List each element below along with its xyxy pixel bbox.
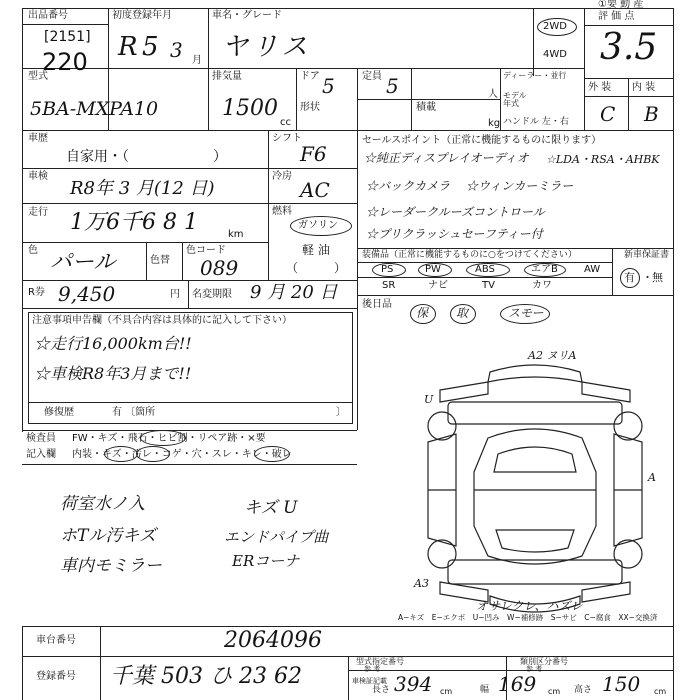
equip-sr: SR bbox=[382, 280, 396, 291]
person-unit: 人 bbox=[488, 89, 498, 100]
color-code-label: 色コード bbox=[186, 245, 226, 256]
divider bbox=[22, 203, 357, 204]
divider bbox=[296, 68, 297, 130]
divider bbox=[182, 242, 183, 280]
cooler-value: AC bbox=[300, 178, 330, 202]
equip-tv: TV bbox=[482, 280, 495, 291]
hand-note: ERコーナ bbox=[232, 552, 300, 570]
repair-close: 〕 bbox=[336, 407, 346, 418]
length-value: 394 bbox=[394, 672, 433, 696]
circle-mark bbox=[140, 430, 186, 446]
warranty-yes: 有 bbox=[624, 271, 635, 284]
height-unit: cm bbox=[654, 687, 667, 696]
diagram-mark-right: A bbox=[648, 471, 656, 484]
circle-mark bbox=[104, 446, 138, 462]
frame-left bbox=[22, 8, 23, 432]
model-name: ヤリス bbox=[222, 32, 312, 62]
divider bbox=[612, 248, 613, 295]
height-label: 高さ bbox=[574, 685, 593, 695]
model-label: 車名・グレード bbox=[212, 10, 282, 21]
recorder-row: 内装・キズ・汚レ・コゲ・穴・スレ・キレ・破レ bbox=[72, 449, 292, 460]
diagram-mark-left: U bbox=[424, 393, 434, 406]
width-value: 169 bbox=[498, 672, 537, 696]
hand-note: 車内モミラー bbox=[60, 556, 162, 576]
sales-item: ☆レーダークルーズコントロール bbox=[366, 205, 545, 219]
plate-label: 登録番号 bbox=[36, 671, 76, 682]
hand-note: ホTル汚キズ bbox=[60, 526, 156, 546]
mileage-value: 1万6千6 8 1 bbox=[70, 210, 198, 235]
damage-legend: A−キズ E−エクボ U−凹み W−補修跡 S−サビ C−腐食 XX−交換済 bbox=[398, 613, 658, 622]
drive-4wd: 4WD bbox=[543, 49, 567, 60]
shape-label: 形状 bbox=[300, 102, 320, 113]
door-value: 5 bbox=[322, 74, 335, 98]
history-label: 車歴 bbox=[28, 133, 48, 144]
hand-note: 荷室水ノ入 bbox=[60, 494, 145, 514]
type-cert-label: 型式指定番号 bbox=[356, 657, 404, 666]
recorder-label: 記入欄 bbox=[26, 449, 56, 460]
divider bbox=[22, 130, 674, 131]
equip-ps: PS bbox=[381, 264, 394, 275]
type-cert-sub: 参 考 bbox=[364, 665, 381, 673]
history-value: 自家用・（ ） bbox=[66, 149, 227, 165]
capacity-label: 定員 bbox=[362, 71, 382, 82]
after-item: スモー bbox=[508, 306, 544, 320]
length-label: 長さ bbox=[372, 685, 391, 695]
expire-value: 9 月 20 日 bbox=[250, 282, 338, 303]
divider bbox=[22, 280, 357, 281]
after-item: 取 bbox=[456, 306, 469, 320]
shift-value: F6 bbox=[300, 142, 327, 166]
notes-line1: ☆走行16,000km台!! bbox=[34, 334, 192, 353]
shift-label: シフト bbox=[272, 133, 302, 144]
equip-pw: PW bbox=[425, 264, 441, 275]
equip-label: 装備品（正常に機能するものに○をつけてください） bbox=[362, 250, 577, 260]
disp-label: 排気量 bbox=[212, 71, 242, 82]
lot-number: 220 bbox=[42, 48, 88, 76]
divider bbox=[628, 78, 629, 130]
divider bbox=[22, 464, 357, 465]
divider bbox=[22, 308, 357, 309]
top-right-note: ①要 動 産 bbox=[598, 0, 644, 10]
disp-value: 1500 bbox=[222, 96, 278, 121]
divider bbox=[146, 242, 147, 280]
chassis-label: 車台番号 bbox=[36, 635, 76, 646]
circle-mark bbox=[254, 446, 290, 462]
after-label: 後日品 bbox=[362, 299, 392, 310]
divider bbox=[584, 78, 674, 79]
notes-line2: ☆車検R8年3月まで!! bbox=[34, 364, 192, 383]
plate-value: 千葉 503 ひ 23 62 bbox=[110, 664, 302, 689]
grade-label: 評 価 点 bbox=[598, 11, 635, 22]
type-value: 5BA-MXPA10 bbox=[30, 98, 159, 120]
equip-aw: AW bbox=[584, 264, 601, 275]
kg-unit: kg bbox=[488, 118, 501, 129]
divider bbox=[22, 430, 357, 431]
int-label: 内 装 bbox=[632, 82, 656, 93]
hand-note: キズ U bbox=[244, 498, 298, 518]
repair-label: 修復歴 bbox=[44, 407, 74, 418]
fuel-gas: ガソリン bbox=[298, 220, 338, 231]
inspect-value: R8年 3 月(12 日) bbox=[70, 178, 215, 199]
color-code-value: 089 bbox=[200, 256, 239, 280]
dealer-label: ディーラー・並行 bbox=[503, 71, 567, 80]
int-value: B bbox=[644, 102, 659, 126]
inspect-label: 車検 bbox=[28, 171, 48, 182]
equip-navi: ナビ bbox=[428, 280, 448, 291]
divider bbox=[348, 670, 674, 671]
repair-value: 有 〔箇所 bbox=[112, 407, 156, 418]
circle-mark bbox=[136, 446, 170, 462]
divider bbox=[188, 280, 189, 308]
door-label: ドア bbox=[300, 71, 320, 82]
diagram-mark-bottom-left: A3 bbox=[414, 577, 429, 590]
recycle-label: R券 bbox=[28, 287, 45, 298]
fuel-label: 燃料 bbox=[272, 206, 292, 217]
divider bbox=[357, 130, 358, 430]
divider bbox=[584, 8, 585, 130]
recycle-yen: 円 bbox=[170, 289, 180, 300]
width-unit: cm bbox=[548, 687, 561, 696]
divider bbox=[584, 96, 674, 97]
divider bbox=[22, 24, 108, 25]
divider bbox=[208, 8, 209, 130]
inspector-row: FW・キズ・飛石・ヒビ割・リペア跡・×要 bbox=[72, 433, 266, 444]
first-reg-era: R bbox=[118, 32, 138, 62]
color-label: 色 bbox=[28, 245, 38, 256]
lot-code: [2151] bbox=[44, 29, 91, 45]
divider bbox=[100, 626, 101, 700]
fuel-diesel: 軽 油 bbox=[302, 243, 330, 257]
sales-label: セールスポイント（正常に機能するものに限ります） bbox=[362, 135, 602, 146]
lot-label: 出品番号 bbox=[28, 10, 68, 21]
color-value: パール bbox=[50, 250, 116, 275]
divider bbox=[357, 277, 612, 278]
divider bbox=[22, 168, 357, 169]
first-reg-year: 5 bbox=[142, 32, 159, 62]
capacity-value: 5 bbox=[386, 74, 399, 98]
sales-item: ☆プリクラッシュセーフティー付 bbox=[366, 227, 543, 241]
car-diagram bbox=[400, 350, 670, 630]
chassis-value: 2064096 bbox=[224, 628, 322, 653]
drive-2wd: 2WD bbox=[543, 21, 567, 32]
fuel-paren: （ ） bbox=[286, 261, 347, 275]
after-item: 保 bbox=[416, 306, 429, 320]
grade-value: 3.5 bbox=[600, 27, 658, 68]
divider bbox=[22, 626, 23, 700]
first-reg-month: 3 bbox=[170, 38, 183, 62]
warranty-dot: ・ bbox=[642, 271, 653, 284]
hand-note: エンドパイプ曲 bbox=[224, 528, 329, 546]
warranty-label: 新車保証書 bbox=[624, 250, 670, 260]
divider bbox=[584, 25, 674, 26]
cooler-label: 冷房 bbox=[272, 171, 292, 182]
first-reg-label: 初度登録年月 bbox=[112, 10, 172, 21]
recycle-value: 9,450 bbox=[58, 282, 116, 306]
divider bbox=[357, 248, 674, 249]
dims-cert-label: 車検証記載 bbox=[352, 677, 387, 685]
divider bbox=[28, 402, 353, 403]
sales-item: ☆ウィンカーミラー bbox=[466, 179, 574, 193]
diagram-mark-top: A2 ヌリA bbox=[528, 349, 577, 362]
load-label: 積載 bbox=[416, 102, 436, 113]
type-label: 型式 bbox=[28, 71, 48, 82]
warranty-no: 無 bbox=[652, 271, 663, 284]
equip-airbag: エアB bbox=[531, 264, 558, 275]
notes-label: 注意事項申告欄（不具合内容は具体的に記入して下さい） bbox=[32, 315, 292, 326]
width-label: 幅 bbox=[480, 685, 490, 695]
divider bbox=[268, 130, 269, 280]
cc-unit: cc bbox=[280, 117, 291, 128]
color-change-label: 色替 bbox=[150, 255, 170, 266]
diagram-mark-bottom: オサレクレ、ハズレ bbox=[476, 599, 583, 613]
divider bbox=[348, 656, 349, 700]
frame-right bbox=[673, 8, 674, 700]
class-sub: 参 考 bbox=[526, 665, 543, 673]
sales-item: ☆純正ディスプレイオーディオ bbox=[364, 151, 529, 165]
divider bbox=[500, 68, 501, 130]
model-year-label: モデル年式 bbox=[503, 91, 527, 108]
length-unit: cm bbox=[440, 687, 453, 696]
divider bbox=[22, 626, 674, 627]
divider bbox=[533, 8, 534, 76]
km-unit: km bbox=[228, 229, 244, 240]
mileage-label: 走行 bbox=[28, 207, 48, 218]
handle-label: ハンドル 左・右 bbox=[503, 117, 569, 127]
divider bbox=[357, 295, 674, 296]
divider bbox=[22, 242, 268, 243]
month-unit: 月 bbox=[192, 55, 202, 66]
expire-label: 名変期限 bbox=[192, 289, 232, 300]
divider bbox=[357, 99, 500, 100]
class-label: 類別区分番号 bbox=[520, 657, 568, 666]
equip-abs: ABS bbox=[475, 264, 495, 275]
frame-top bbox=[22, 8, 674, 9]
height-value: 150 bbox=[602, 672, 641, 696]
inspector-label: 検査員 bbox=[26, 433, 56, 444]
sales-item: ☆LDA・RSA・AHBK bbox=[546, 153, 660, 166]
ext-label: 外 装 bbox=[588, 82, 612, 93]
ext-value: C bbox=[600, 102, 616, 126]
sales-item: ☆バックカメラ bbox=[366, 179, 451, 193]
equip-leather: カワ bbox=[532, 280, 552, 291]
